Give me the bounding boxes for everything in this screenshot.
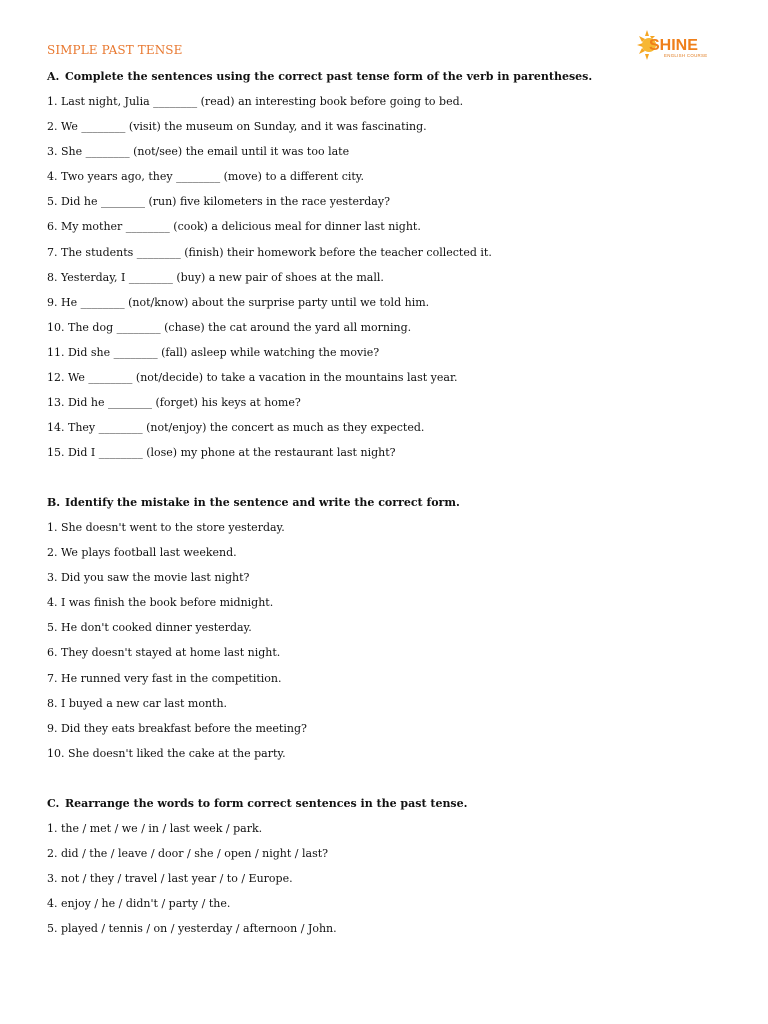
list-item: 1. Last night, Julia ________ (read) an interesting book before going to bed. (47, 95, 464, 108)
list-item: 15. Did I ________ (lose) my phone at the restaurant last night? (47, 446, 396, 460)
list-item: 10. The dog ________ (chase) the cat around the yard all morning. (47, 320, 412, 334)
section-b-heading (47, 494, 747, 512)
list-item: 9. He ________ (not/know) about the surprise party until we told him. (47, 295, 430, 309)
list-item: 14. They ________ (not/enjoy) the concert as much as they expected. (47, 421, 425, 435)
section-b (47, 494, 747, 766)
list-item: 1. She doesn't went to the store yesterday. (47, 521, 285, 534)
list-item: 6. My mother ________ (cook) a delicious meal for dinner last night. (47, 220, 421, 234)
list-item: 7. He runned very fast in the competition. (47, 671, 282, 685)
sun-logo-icon (636, 28, 718, 62)
list-item: 5. He don't cooked dinner yesterday. (47, 621, 252, 635)
section-c-letter: C. (47, 797, 60, 810)
list-item: 2. did / the / leave / door / she / open / night / last? (47, 847, 329, 861)
list-item: 2. We ________ (visit) the museum on Sunday, and it was fascinating. (47, 120, 427, 134)
section-a-letter: A. (47, 70, 60, 83)
list-item: 9. Did they eats breakfast before the meeting? (47, 721, 307, 735)
section-a-heading (47, 68, 747, 86)
list-item: 8. I buyed a new car last month. (47, 696, 228, 710)
page-title: SIMPLE PAST TENSE (47, 43, 183, 57)
section-b-letter: B. (47, 496, 61, 509)
list-item: 4. enjoy / he / didn't / party / the. (47, 897, 231, 911)
list-item: 3. Did you saw the movie last night? (47, 571, 250, 585)
list-item: 6. They doesn't stayed at home last night. (47, 646, 281, 660)
list-item: 8. Yesterday, I ________ (buy) a new pair of shoes at the mall. (47, 270, 384, 284)
list-item: 3. She ________ (not/see) the email until it was too late (47, 145, 350, 159)
list-item: 4. Two years ago, they ________ (move) to a different city. (47, 170, 365, 184)
list-item: 2. We plays football last weekend. (47, 546, 237, 560)
list-item: 7. The students ________ (finish) their homework before the teacher collected it. (47, 245, 492, 259)
list-item: 3. not / they / travel / last year / to / Europe. (47, 872, 293, 886)
list-item: 1. the / met / we / in / last week / park. (47, 822, 263, 835)
logo-subtext: ENGLISH COURSE (664, 53, 708, 58)
list-item: 11. Did she ________ (fall) asleep while watching the movie? (47, 345, 380, 359)
shine-logo (636, 28, 718, 62)
section-c (47, 795, 747, 941)
list-item: 12. We ________ (not/decide) to take a vacation in the mountains last year. (47, 371, 458, 385)
logo-text: SHINE (649, 37, 698, 54)
list-item: 4. I was finish the book before midnight. (47, 596, 274, 610)
list-item: 10. She doesn't liked the cake at the party. (47, 746, 286, 760)
section-c-heading (47, 795, 747, 813)
section-b-heading-text: Identify the mistake in the sentence and write the correct form. (65, 496, 460, 509)
list-item: 13. Did he ________ (forget) his keys at home? (47, 396, 301, 410)
section-a-heading-text: Complete the sentences using the correct past tense form of the verb in parentheses. (65, 70, 593, 83)
list-item: 5. Did he ________ (run) five kilometers in the race yesterday? (47, 195, 390, 209)
section-a (47, 68, 747, 465)
section-c-heading-text: Rearrange the words to form correct sentences in the past tense. (65, 797, 468, 810)
list-item: 5. played / tennis / on / yesterday / afternoon / John. (47, 922, 337, 936)
